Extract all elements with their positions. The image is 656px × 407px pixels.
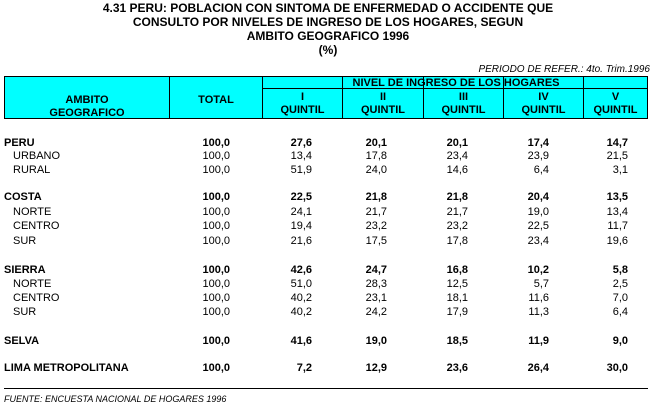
cell-quintil-3: 20,1 — [446, 137, 468, 149]
cell-quintil-1: 42,6 — [290, 264, 312, 276]
header-quintil-2 — [343, 91, 423, 117]
cell-quintil-1: 7,2 — [296, 362, 312, 374]
cell-quintil-3: 21,7 — [446, 206, 468, 218]
cell-quintil-5: 6,4 — [612, 306, 628, 318]
cell-total: 100,0 — [202, 150, 230, 162]
cell-total: 100,0 — [202, 306, 230, 318]
cell-quintil-5: 9,0 — [612, 335, 628, 347]
cell-quintil-3: 18,5 — [446, 335, 468, 347]
cell-total: 100,0 — [202, 191, 230, 203]
table-row — [0, 263, 656, 277]
cell-quintil-2: 24,2 — [365, 306, 387, 318]
header-quintil-label: QUINTIL — [593, 104, 638, 116]
cell-quintil-3: 12,5 — [446, 278, 468, 290]
cell-quintil-4: 5,7 — [533, 278, 549, 290]
cell-quintil-5: 14,7 — [606, 137, 628, 149]
table-row — [0, 277, 656, 291]
cell-quintil-5: 30,0 — [606, 362, 628, 374]
cell-quintil-4: 6,4 — [533, 164, 549, 176]
header-quintil-1 — [263, 91, 342, 117]
cell-quintil-2: 17,5 — [365, 235, 387, 247]
cell-total: 100,0 — [202, 278, 230, 290]
row-label: URBANO — [13, 150, 61, 162]
cell-quintil-4: 22,5 — [527, 220, 549, 232]
header-ambito-line-2: GEOGRAFICO — [49, 107, 125, 119]
table-row — [0, 149, 656, 163]
header-quintil-numeral: I — [300, 91, 305, 103]
cell-quintil-1: 27,6 — [290, 137, 312, 149]
table-row — [0, 205, 656, 219]
row-label: CENTRO — [13, 292, 60, 304]
table-row — [0, 234, 656, 248]
cell-quintil-1: 22,5 — [290, 191, 312, 203]
table-title-line-2: CONSULTO POR NIVELES DE INGRESO DE LOS HOGARES, SEGUN — [132, 15, 524, 29]
row-label: SUR — [13, 306, 37, 318]
header-ambito — [5, 94, 169, 120]
row-label: NORTE — [13, 206, 52, 218]
cell-quintil-3: 16,8 — [446, 264, 468, 276]
table-row — [0, 334, 656, 348]
cell-quintil-4: 23,4 — [527, 235, 549, 247]
cell-quintil-4: 19,0 — [527, 206, 549, 218]
cell-quintil-3: 17,8 — [446, 235, 468, 247]
header-quintil-label: QUINTIL — [521, 104, 566, 116]
cell-quintil-5: 13,5 — [606, 191, 628, 203]
cell-quintil-1: 51,0 — [290, 278, 312, 290]
header-ambito-line-1: AMBITO — [65, 94, 109, 106]
cell-quintil-5: 21,5 — [606, 150, 628, 162]
cell-quintil-5: 2,5 — [612, 278, 628, 290]
cell-total: 100,0 — [202, 362, 230, 374]
cell-quintil-2: 19,0 — [365, 335, 387, 347]
cell-quintil-3: 23,4 — [446, 150, 468, 162]
table-bottom-rule — [4, 388, 648, 389]
header-quintil-3 — [424, 91, 503, 117]
cell-total: 100,0 — [202, 220, 230, 232]
cell-quintil-3: 17,9 — [446, 306, 468, 318]
cell-total: 100,0 — [202, 137, 230, 149]
row-label: SELVA — [4, 335, 40, 347]
header-quintil-label: QUINTIL — [361, 104, 405, 116]
cell-quintil-5: 11,7 — [607, 220, 628, 232]
row-label: SUR — [13, 235, 37, 247]
header-quintil-label: QUINTIL — [280, 104, 325, 116]
header-quintil-numeral: V — [611, 91, 620, 103]
cell-quintil-5: 19,6 — [606, 235, 628, 247]
table-row — [0, 136, 656, 150]
table-row — [0, 190, 656, 204]
table-header — [4, 76, 648, 119]
table-unit: (%) — [318, 43, 338, 57]
row-label: LIMA METROPOLITANA — [4, 362, 129, 374]
cell-quintil-2: 20,1 — [365, 137, 387, 149]
cell-quintil-1: 40,2 — [290, 306, 312, 318]
cell-quintil-1: 40,2 — [290, 292, 312, 304]
cell-quintil-4: 10,2 — [527, 264, 549, 276]
cell-quintil-2: 24,0 — [365, 164, 387, 176]
table-row — [0, 361, 656, 375]
cell-quintil-3: 23,6 — [446, 362, 468, 374]
cell-quintil-5: 5,8 — [612, 264, 628, 276]
header-nivel-ingreso: NIVEL DE INGRESO DE LOS HOGARES — [352, 77, 560, 89]
header-quintil-label: QUINTIL — [441, 104, 486, 116]
row-label: PERU — [4, 137, 35, 149]
cell-quintil-2: 23,1 — [365, 292, 387, 304]
row-label: SIERRA — [4, 264, 46, 276]
cell-quintil-2: 28,3 — [365, 278, 387, 290]
cell-quintil-3: 18,1 — [446, 292, 468, 304]
row-label: NORTE — [13, 278, 52, 290]
source-note: FUENTE: ENCUESTA NACIONAL DE HOGARES 1996 — [4, 394, 227, 404]
cell-quintil-2: 21,7 — [365, 206, 387, 218]
reference-period: PERIODO DE REFER.: 4to. Trim.1996 — [478, 64, 650, 75]
table-row — [0, 305, 656, 319]
cell-quintil-1: 41,6 — [290, 335, 312, 347]
cell-quintil-4: 11,3 — [528, 306, 549, 318]
header-quintil-numeral: III — [458, 91, 469, 103]
header-quintil-5 — [584, 91, 647, 117]
table-row — [0, 219, 656, 233]
row-label: RURAL — [13, 164, 51, 176]
cell-quintil-4: 23,9 — [527, 150, 549, 162]
cell-quintil-3: 14,6 — [446, 164, 468, 176]
cell-quintil-5: 7,0 — [612, 292, 628, 304]
cell-quintil-2: 24,7 — [365, 264, 387, 276]
header-quintil-4 — [504, 91, 583, 117]
cell-total: 100,0 — [202, 335, 230, 347]
cell-quintil-2: 12,9 — [365, 362, 387, 374]
cell-quintil-5: 3,1 — [612, 164, 628, 176]
cell-total: 100,0 — [202, 235, 230, 247]
cell-total: 100,0 — [202, 164, 230, 176]
cell-quintil-4: 11,9 — [528, 335, 549, 347]
cell-quintil-3: 21,8 — [446, 191, 468, 203]
cell-quintil-1: 51,9 — [290, 164, 312, 176]
cell-total: 100,0 — [202, 264, 230, 276]
cell-quintil-4: 26,4 — [527, 362, 549, 374]
cell-quintil-3: 23,2 — [446, 220, 468, 232]
cell-total: 100,0 — [202, 292, 230, 304]
cell-quintil-1: 13,4 — [290, 150, 312, 162]
table-title-line-3: AMBITO GEOGRAFICO 1996 — [246, 29, 410, 43]
table-title: 4.31 PERU: POBLACION CON SINTOMA DE ENFERMEDAD O ACCIDENTE QUE — [102, 1, 554, 15]
cell-quintil-1: 24,1 — [290, 206, 312, 218]
cell-quintil-4: 20,4 — [527, 191, 549, 203]
row-label: CENTRO — [13, 220, 60, 232]
table-row — [0, 163, 656, 177]
header-total: TOTAL — [198, 94, 234, 106]
table-row — [0, 291, 656, 305]
cell-quintil-1: 19,4 — [290, 220, 312, 232]
cell-quintil-5: 13,4 — [606, 206, 628, 218]
header-quintil-numeral: II — [379, 91, 387, 103]
cell-quintil-2: 23,2 — [365, 220, 387, 232]
cell-quintil-1: 21,6 — [290, 235, 312, 247]
cell-quintil-2: 21,8 — [365, 191, 387, 203]
cell-total: 100,0 — [202, 206, 230, 218]
cell-quintil-4: 17,4 — [527, 137, 549, 149]
row-label: COSTA — [4, 191, 42, 203]
cell-quintil-2: 17,8 — [365, 150, 387, 162]
cell-quintil-4: 11,6 — [528, 292, 549, 304]
header-quintil-numeral: IV — [538, 91, 549, 103]
